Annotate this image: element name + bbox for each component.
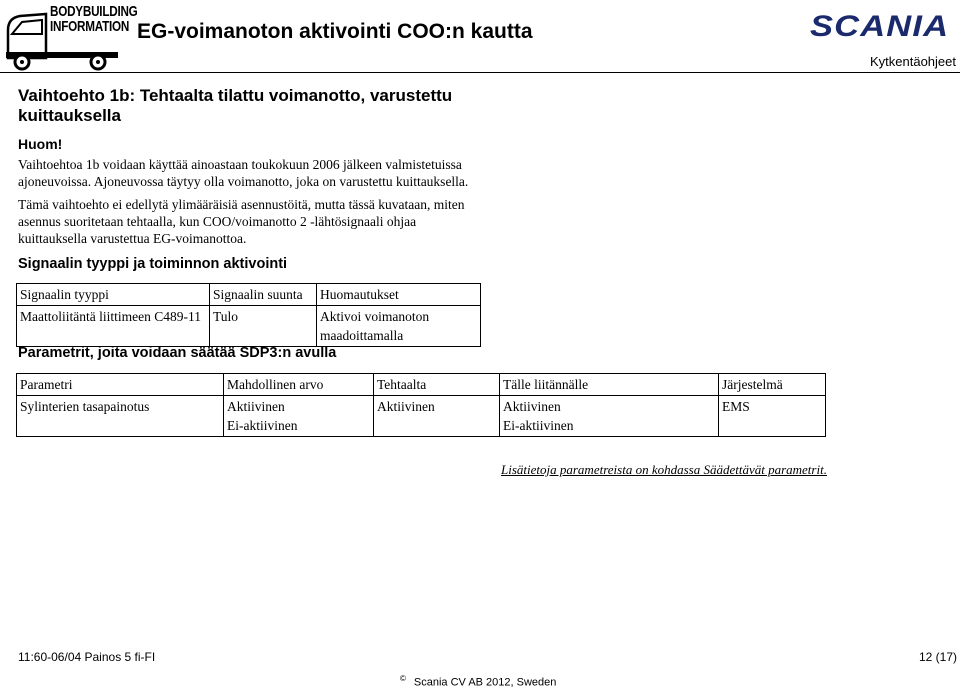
cell-line: Ei-aktiivinen — [227, 418, 298, 433]
signal-table — [16, 283, 481, 347]
column-header: Huomautukset — [317, 284, 481, 306]
copyright-symbol: © — [400, 674, 406, 683]
table-cell — [719, 396, 826, 437]
column-header: Järjestelmä — [719, 374, 826, 396]
cell-line: Aktiivinen — [377, 399, 435, 414]
parameters-reference-link[interactable]: Lisätietoja parametreista on kohdassa Säädettävät parametrit. — [501, 462, 827, 477]
page-number: 12 (17) — [918, 650, 957, 664]
section-label: Kytkentäohjeet — [869, 54, 956, 69]
logo-line-1: BODYBUILDING — [50, 3, 138, 20]
logo-line-2: INFORMATION — [50, 18, 130, 35]
column-header: Mahdollinen arvo — [224, 374, 374, 396]
table-cell: Tulo — [210, 306, 317, 347]
column-header: Parametri — [17, 374, 224, 396]
table-header-row — [17, 284, 481, 306]
column-header: Signaalin suunta — [210, 284, 317, 306]
scania-logo: SCANIA — [810, 10, 950, 43]
table-row — [17, 396, 826, 437]
cell-line: EMS — [722, 399, 750, 414]
document-title: EG-voimanoton aktivointi COO:n kautta — [137, 20, 533, 43]
document-id: 11:60-06/04 Painos 5 fi-FI — [18, 650, 156, 664]
cell-line: Ei-aktiivinen — [503, 418, 574, 433]
table-row — [17, 306, 481, 347]
section-heading: Vaihtoehto 1b: Tehtaalta tilattu voimanotto, varustettu kuittauksella — [18, 86, 453, 125]
signal-heading: Signaalin tyyppi ja toiminnon aktivointi — [18, 256, 288, 272]
parameter-table — [16, 373, 826, 437]
bodybuilding-logo — [2, 0, 138, 72]
table-cell: Aktivoi voimanoton maadoittamalla — [317, 306, 481, 347]
column-header: Signaalin tyyppi — [17, 284, 210, 306]
table-cell — [500, 396, 719, 437]
column-header: Tehtaalta — [374, 374, 500, 396]
table-cell: Maattoliitäntä liittimeen C489-11 — [17, 306, 210, 347]
column-header: Tälle liitännälle — [500, 374, 719, 396]
table-cell — [224, 396, 374, 437]
header-divider — [0, 72, 960, 73]
table-cell — [17, 396, 224, 437]
cell-line: Sylinterien tasapainotus — [20, 399, 150, 414]
note-text: Vaihtoehtoa 1b voidaan käyttää ainoastaan toukokuun 2006 jälkeen valmistetuissa ajoneuvoissa. Ajoneuvossa täytyy olla voimanotto, joka on varustettu kuittauksella. — [18, 157, 469, 189]
copyright-text: Scania CV AB 2012, Sweden — [413, 676, 557, 689]
copyright — [400, 674, 556, 689]
table-cell — [374, 396, 500, 437]
parameter-heading: Parametrit, joita voidaan säätää SDP3:n avulla — [18, 345, 337, 361]
cell-line: Aktiivinen — [503, 399, 561, 414]
table-header-row — [17, 374, 826, 396]
cell-line: Aktiivinen — [227, 399, 285, 414]
note-label: Huom! — [18, 136, 63, 152]
intro-paragraph: Tämä vaihtoehto ei edellytä ylimääräisiä asennustöitä, mutta tässä kuvataan, miten asennus suoritetaan tehtaalla, kun COO/voimanotto 2 -lähtösignaali ohjaa kuittauksella varustettua EG-voimanottoa. — [18, 197, 465, 246]
